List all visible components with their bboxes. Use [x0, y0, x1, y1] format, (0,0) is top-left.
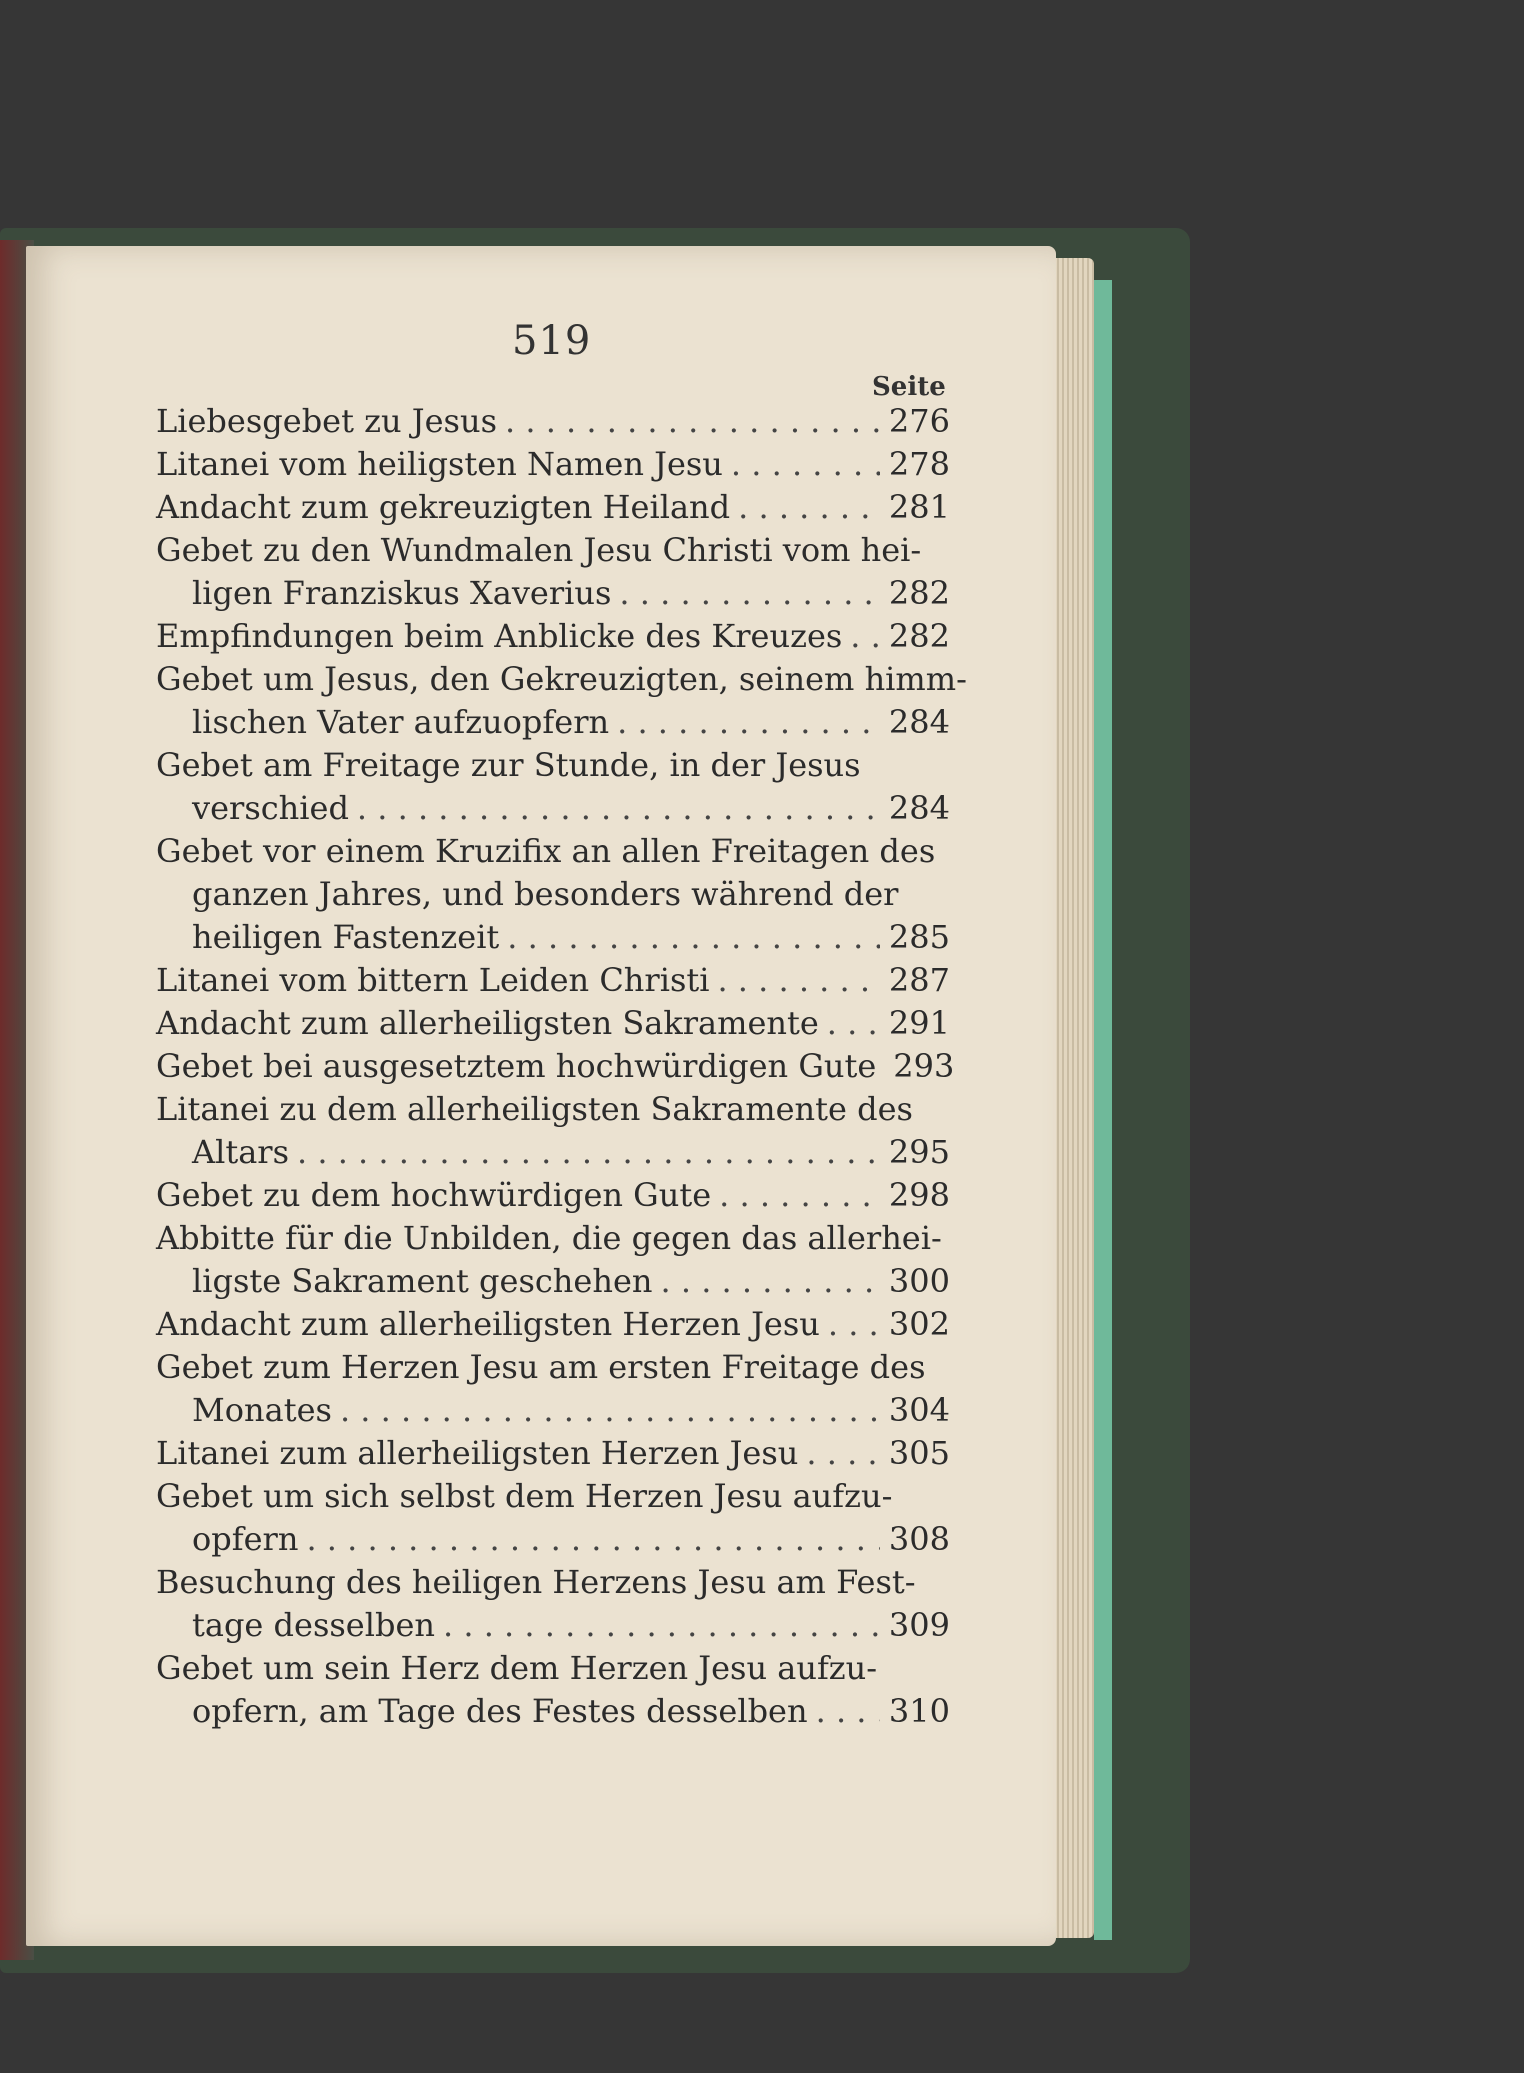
- leader-dots: [828, 1303, 880, 1346]
- toc-page-number: 300: [888, 1262, 950, 1300]
- toc-line: [156, 1475, 950, 1518]
- toc-line: [156, 1604, 950, 1647]
- toc-entry-text: Altars: [192, 1133, 289, 1171]
- toc-entry-text: lischen Vater aufzuopfern: [192, 703, 610, 741]
- toc-page-number: 309: [888, 1606, 950, 1644]
- toc-entry-text: ligste Sakrament geschehen: [192, 1262, 653, 1300]
- toc-entry-text: verschied: [192, 789, 349, 827]
- toc-entry-text: Gebet zum Herzen Jesu am ersten Freitage des: [156, 1348, 926, 1386]
- toc-line: [156, 1518, 950, 1561]
- toc-page-number: 298: [888, 1176, 950, 1214]
- table-of-contents: [156, 400, 967, 1733]
- toc-page-number: 293: [893, 1047, 955, 1085]
- toc-line: [156, 486, 950, 529]
- toc-entry-text: heiligen Fastenzeit: [192, 918, 500, 956]
- leader-dots: [731, 443, 880, 486]
- leader-dots: [617, 701, 880, 744]
- toc-line: [156, 1088, 950, 1131]
- toc-entry-text: Gebet um sein Herz dem Herzen Jesu aufzu-: [156, 1649, 878, 1687]
- page-number: 519: [512, 318, 592, 364]
- leader-dots: [738, 486, 880, 529]
- toc-entry-text: Andacht zum allerheiligsten Herzen Jesu: [156, 1305, 820, 1343]
- toc-line: [156, 1346, 950, 1389]
- toc-entry-text: ganzen Jahres, und besonders während der: [192, 875, 899, 913]
- toc-line: [156, 400, 950, 443]
- leader-dots: [850, 615, 880, 658]
- toc-line: [156, 1131, 950, 1174]
- toc-entry-text: Litanei zum allerheiligsten Herzen Jesu: [156, 1434, 799, 1472]
- toc-line: [156, 1389, 950, 1432]
- toc-line: [156, 529, 950, 572]
- leader-dots: [357, 787, 880, 830]
- leader-dots: [443, 1604, 880, 1647]
- toc-line: [156, 1647, 950, 1690]
- toc-page-number: 282: [888, 617, 950, 655]
- toc-entry-text: Gebet bei ausgesetztem hochwürdigen Gute: [156, 1047, 877, 1085]
- leader-dots: [505, 400, 880, 443]
- toc-entry-text: Empfindungen beim Anblicke des Kreuzes: [156, 617, 843, 655]
- toc-page-number: 302: [888, 1305, 950, 1343]
- toc-page-number: 287: [888, 961, 950, 999]
- toc-page-number: 295: [888, 1133, 950, 1171]
- toc-entry-text: Liebesgebet zu Jesus: [156, 402, 497, 440]
- toc-entry-text: ligen Franziskus Xaverius: [192, 574, 612, 612]
- toc-page-number: 284: [888, 703, 950, 741]
- toc-entry-text: Gebet zu dem hochwürdigen Gute: [156, 1176, 712, 1214]
- toc-line: [156, 1432, 950, 1475]
- toc-entry-text: Andacht zum allerheiligsten Sakramente: [156, 1004, 819, 1042]
- toc-entry-text: tage desselben: [192, 1606, 435, 1644]
- toc-entry-text: Litanei zu dem allerheiligsten Sakramente des: [156, 1090, 913, 1128]
- toc-page-number: 285: [888, 918, 950, 956]
- leader-dots: [297, 1131, 880, 1174]
- toc-entry-text: opfern: [192, 1520, 299, 1558]
- toc-entry-text: Besuchung des heiligen Herzens Jesu am Fest-: [156, 1563, 916, 1601]
- toc-line: [156, 1174, 950, 1217]
- toc-page-number: 276: [888, 402, 950, 440]
- toc-line: [156, 1690, 950, 1733]
- toc-entry-text: Gebet am Freitage zur Stunde, in der Jesus: [156, 746, 861, 784]
- toc-line: [156, 959, 950, 1002]
- toc-page-number: 305: [888, 1434, 950, 1472]
- ribbon-edge: [1094, 280, 1112, 1940]
- leader-dots: [717, 959, 880, 1002]
- toc-line: [156, 1217, 950, 1260]
- toc-line: [156, 873, 950, 916]
- toc-line: [156, 916, 950, 959]
- toc-line: [156, 1303, 950, 1346]
- leader-dots: [816, 1690, 880, 1733]
- toc-page-number: 304: [888, 1391, 950, 1429]
- toc-line: [156, 744, 950, 787]
- toc-page-number: 291: [888, 1004, 950, 1042]
- toc-line: [156, 443, 950, 486]
- toc-entry-text: Monates: [192, 1391, 332, 1429]
- toc-page-number: 278: [888, 445, 950, 483]
- toc-page-number: 282: [888, 574, 950, 612]
- toc-page-number: 310: [888, 1692, 950, 1730]
- toc-line: [156, 658, 967, 701]
- leader-dots: [806, 1432, 880, 1475]
- column-header: Seite: [872, 372, 946, 402]
- toc-page-number: 284: [888, 789, 950, 827]
- toc-entry-text: Gebet vor einem Kruzifix an allen Freitagen des: [156, 832, 936, 870]
- toc-line: [156, 830, 950, 873]
- toc-line: [156, 1260, 950, 1303]
- toc-entry-text: Litanei vom heiligsten Namen Jesu: [156, 445, 723, 483]
- leader-dots: [661, 1260, 881, 1303]
- leader-dots: [306, 1518, 880, 1561]
- leader-dots: [507, 916, 880, 959]
- toc-line: [156, 1002, 950, 1045]
- toc-entry-text: Gebet um Jesus, den Gekreuzigten, seinem himm-: [156, 660, 967, 698]
- toc-line: [156, 1045, 955, 1088]
- toc-line: [156, 1561, 950, 1604]
- leader-dots: [340, 1389, 880, 1432]
- toc-page-number: 308: [888, 1520, 950, 1558]
- toc-line: [156, 787, 950, 830]
- toc-line: [156, 701, 950, 744]
- leader-dots: [719, 1174, 880, 1217]
- toc-entry-text: Abbitte für die Unbilden, die gegen das allerhei-: [156, 1219, 942, 1257]
- toc-line: [156, 615, 950, 658]
- toc-line: [156, 572, 950, 615]
- toc-entry-text: opfern, am Tage des Festes desselben: [192, 1692, 808, 1730]
- toc-entry-text: Andacht zum gekreuzigten Heiland: [156, 488, 731, 526]
- toc-entry-text: Gebet zu den Wundmalen Jesu Christi vom hei-: [156, 531, 922, 569]
- toc-page-number: 281: [888, 488, 950, 526]
- leader-dots: [619, 572, 880, 615]
- toc-entry-text: Gebet um sich selbst dem Herzen Jesu aufzu-: [156, 1477, 893, 1515]
- toc-entry-text: Litanei vom bittern Leiden Christi: [156, 961, 710, 999]
- leader-dots: [827, 1002, 880, 1045]
